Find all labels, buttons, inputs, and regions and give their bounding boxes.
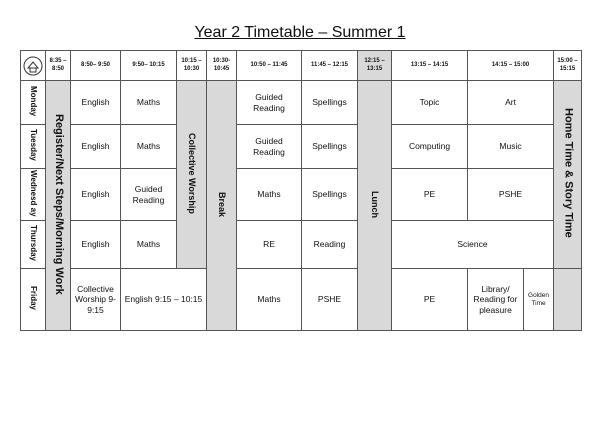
timetable	[20, 50, 582, 331]
lesson-cell: PSHE	[302, 269, 358, 331]
time-header: 8:35 – 8:50	[46, 51, 71, 81]
lesson-cell: Guided Reading	[237, 81, 302, 125]
day-label: Monday	[29, 86, 38, 117]
lesson-cell: Spellings	[302, 81, 358, 125]
lesson-cell: Maths	[121, 221, 177, 269]
lesson-cell: Maths	[121, 125, 177, 169]
lesson-cell: PE	[392, 169, 468, 221]
home-time-block: Home Time & Story Time	[562, 108, 575, 239]
time-header: 11:45 – 12:15	[302, 51, 358, 81]
morning-work-block: Register/Next Steps/Morning Work	[52, 113, 65, 295]
school-logo	[21, 51, 46, 81]
lesson-cell: Maths	[237, 169, 302, 221]
lesson-cell: Maths	[121, 81, 177, 125]
lesson-cell: Music	[468, 125, 554, 169]
lesson-cell: Reading	[302, 221, 358, 269]
lesson-cell: English	[71, 169, 121, 221]
lesson-cell: English	[71, 125, 121, 169]
day-label: Friday	[29, 286, 38, 311]
lesson-cell: PSHE	[468, 169, 554, 221]
lesson-cell: Spellings	[302, 169, 358, 221]
lesson-cell: Art	[468, 81, 554, 125]
lesson-cell: Topic	[392, 81, 468, 125]
lesson-cell: Collective Worship 9-9:15	[71, 269, 121, 331]
lesson-cell: Science	[392, 221, 554, 269]
time-header: 9:50– 10:15	[121, 51, 177, 81]
time-header: 10:15 – 10:30	[177, 51, 207, 81]
lunch-block: Lunch	[370, 190, 381, 218]
lesson-cell: Guided Reading	[121, 169, 177, 221]
lesson-cell: PE	[392, 269, 468, 331]
day-label: Tuesday	[29, 129, 38, 162]
lesson-cell: Maths	[237, 269, 302, 331]
time-header: 8:50– 9:50	[71, 51, 121, 81]
time-header: 14:15 – 15:00	[468, 51, 554, 81]
lesson-cell: Library/ Reading for pleasure	[468, 269, 524, 331]
collective-worship-block: Collective Worship	[187, 132, 198, 214]
lesson-cell: RE	[237, 221, 302, 269]
time-header: 10:50 – 11:45	[237, 51, 302, 81]
day-label: Wednesd ay	[29, 170, 38, 217]
lesson-cell: English 9:15 – 10:15	[121, 269, 207, 331]
break-block: Break	[217, 191, 228, 217]
time-header: 13:15 – 14:15	[392, 51, 468, 81]
lesson-cell: English	[71, 81, 121, 125]
page-title: Year 2 Timetable – Summer 1	[194, 24, 406, 41]
day-label: Thursday	[29, 225, 38, 262]
time-header: 15:00 – 15:15	[554, 51, 582, 81]
lesson-cell: Spellings	[302, 125, 358, 169]
lesson-cell: Guided Reading	[237, 125, 302, 169]
time-header: 12:15 – 13:15	[358, 51, 392, 81]
school-logo-icon	[23, 56, 43, 76]
time-header: 10:30- 10:45	[207, 51, 237, 81]
lesson-cell: English	[71, 221, 121, 269]
lesson-cell: Golden Time	[524, 269, 554, 331]
home-time-cell	[554, 269, 582, 331]
lesson-cell: Computing	[392, 125, 468, 169]
